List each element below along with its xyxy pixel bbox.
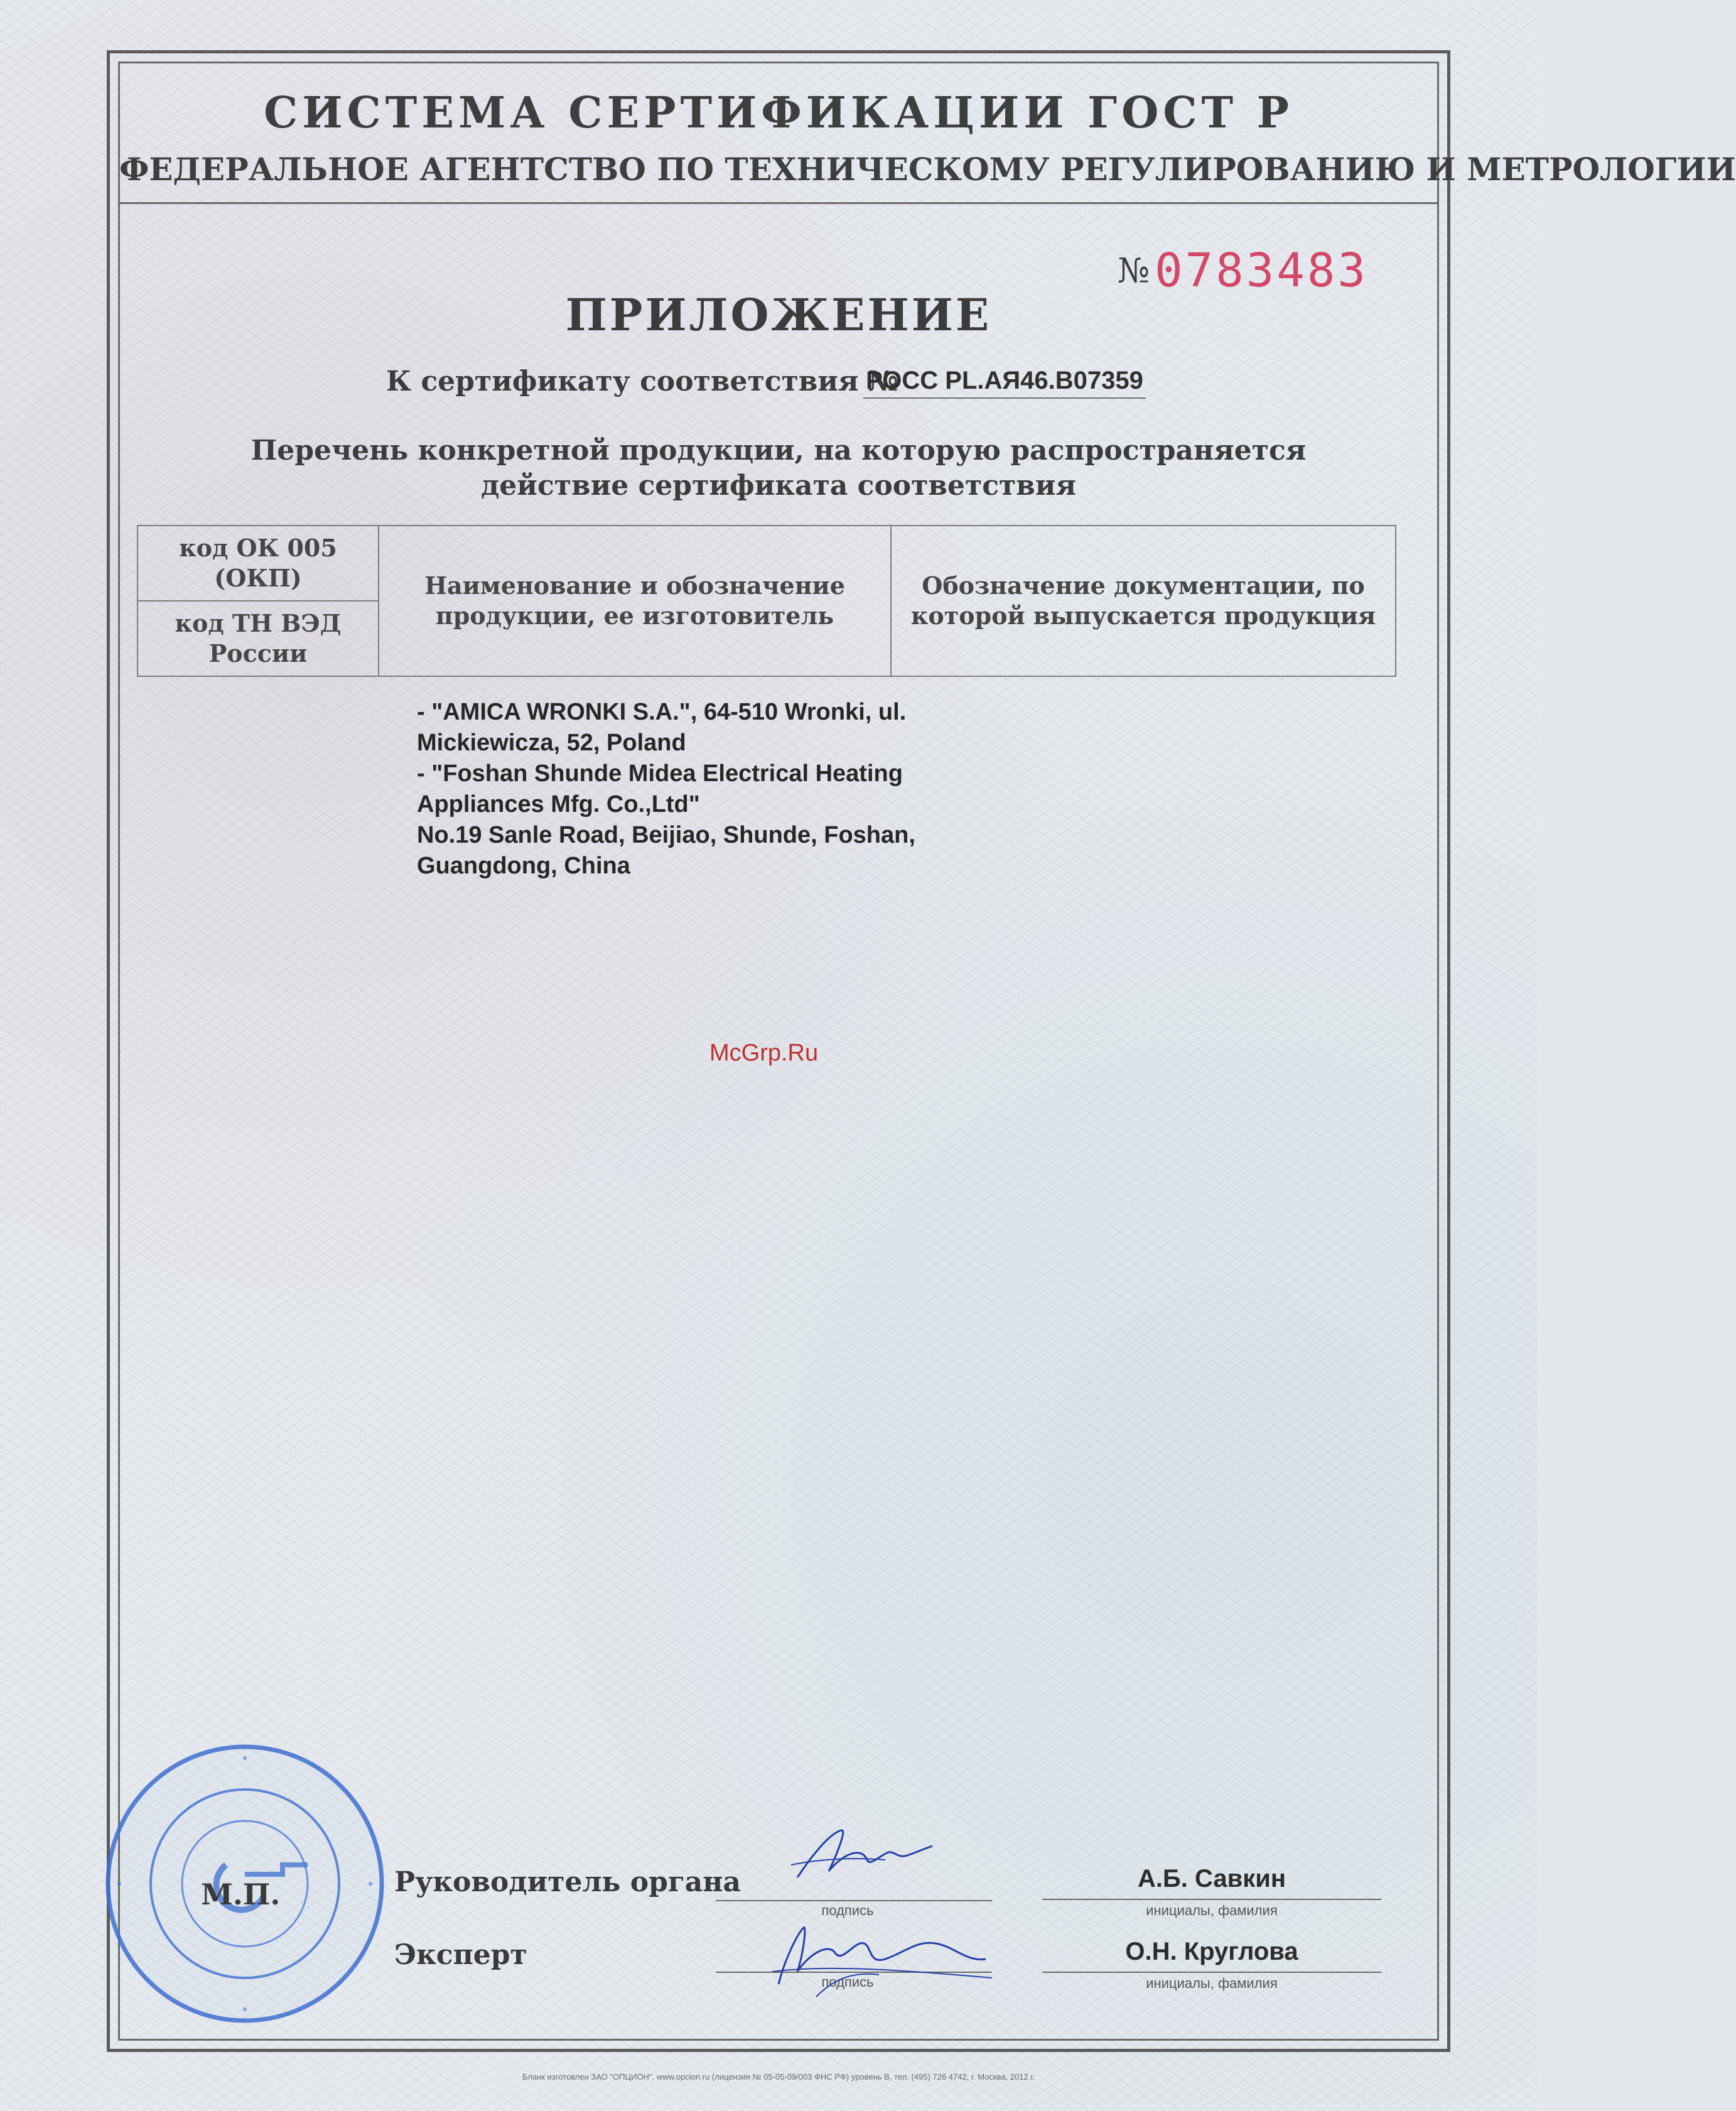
certificate-label: К сертификату соответствия № [386, 365, 898, 397]
system-title: СИСТЕМА СЕРТИФИКАЦИИ ГОСТ Р [264, 88, 1293, 138]
head-signature-caption: подпись [821, 1903, 874, 1918]
manufacturer-line: - "AMICA WRONKI S.A.", 64-510 Wronki, ul. [417, 699, 907, 725]
expert-name-caption: инициалы, фамилия [1146, 1975, 1278, 1991]
head-name-caption: инициалы, фамилия [1146, 1903, 1278, 1918]
head-role-label: Руководитель органа [394, 1866, 741, 1898]
head-signature-image [785, 1821, 935, 1890]
stamp-seal-label: М.П. [201, 1877, 281, 1911]
product-header-table [137, 525, 1396, 677]
expert-name-line [1042, 1972, 1381, 1973]
list-title-line-1: Перечень конкретной продукции, на которую распространяется [251, 435, 1307, 467]
manufacturer-line: Guangdong, China [417, 853, 630, 879]
documentation-header: Обозначение документации, по которой выпускается продукция [891, 526, 1396, 676]
form-number-value: 0783483 [1155, 244, 1368, 298]
manufacturer-line: No.19 Sanle Road, Beijiao, Shunde, Foshan, [417, 822, 915, 848]
list-title [119, 433, 1438, 504]
head-name: А.Б. Савкин [1138, 1865, 1286, 1892]
product-name-header: Наименование и обозначение продукции, ее изготовитель [379, 526, 891, 676]
certificate-number: РОСС PL.АЯ46.В07359 [863, 367, 1146, 399]
agency-title: ФЕДЕРАЛЬНОЕ АГЕНТСТВО ПО ТЕХНИЧЕСКОМУ РЕГУЛИРОВАНИЮ И МЕТРОЛОГИИ [119, 151, 1736, 188]
form-number-label: № [1118, 251, 1150, 291]
expert-signature-caption: подпись [821, 1974, 874, 1990]
head-name-line [1042, 1899, 1381, 1900]
code-tn-ved-cell: код ТН ВЭД России [137, 601, 379, 676]
manufacturer-list [417, 697, 982, 882]
head-signature-line [716, 1900, 992, 1901]
expert-name: О.Н. Круглова [1125, 1938, 1298, 1965]
manufacturer-line: Appliances Mfg. Co.,Ltd" [417, 791, 700, 818]
blank-printer-footer: Бланк изготовлен ЗАО "ОПЦИОН", www.opcion.ru (лицензия № 05-05-09/003 ФНС РФ) уровень В, тел. (495) 726 4742, г. Москва, 2012 г. [522, 2072, 1035, 2081]
expert-signature-image [760, 1909, 998, 2003]
manufacturer-line: - "Foshan Shunde Midea Electrical Heating [417, 760, 903, 787]
expert-role-label: Эксперт [394, 1939, 527, 1971]
code-okp-cell: код ОК 005 (ОКП) [137, 526, 379, 601]
watermark-link[interactable]: McGrp.Ru [709, 1040, 819, 1066]
header-divider [118, 202, 1439, 204]
manufacturer-line: Mickiewicza, 52, Poland [417, 730, 686, 756]
document-title: ПРИЛОЖЕНИЕ [565, 289, 992, 341]
list-title-line-2: действие сертификата соответствия [480, 470, 1077, 502]
